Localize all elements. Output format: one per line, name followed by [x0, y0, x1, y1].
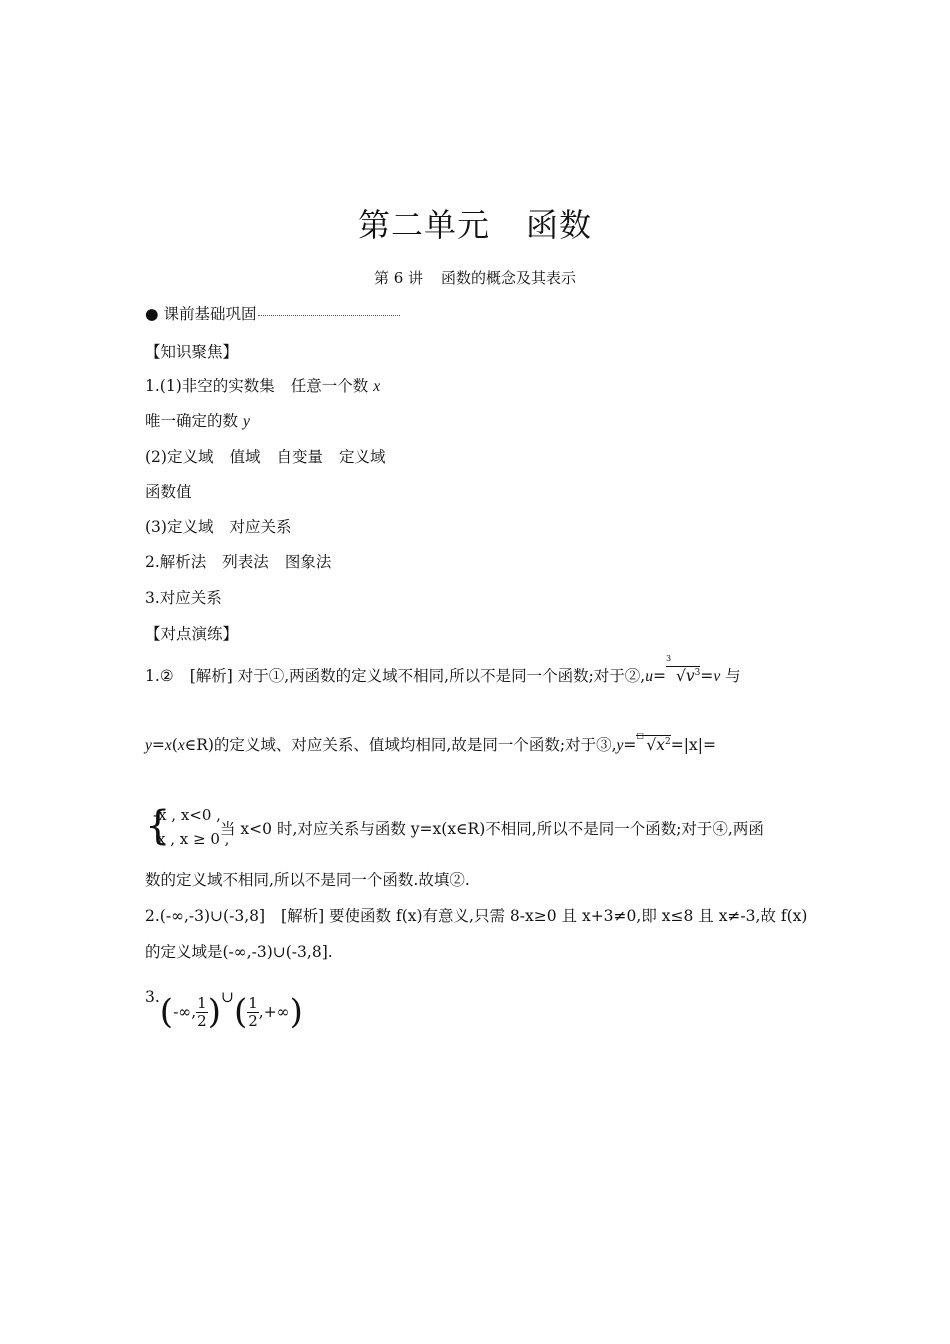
denominator: 2 — [197, 1011, 207, 1030]
piece-row-1: -x , x<0 , — [153, 806, 221, 824]
text-span: (2)定义域 — [145, 448, 214, 466]
text-span: 值域 — [229, 448, 261, 466]
denominator: 2 — [248, 1011, 258, 1030]
piece-row-2: x , x ≥ 0 , — [157, 830, 230, 848]
unit-title — [0, 200, 950, 246]
q1-line-2 — [145, 733, 716, 755]
numerator: 1 — [197, 993, 207, 1012]
variable: v — [685, 667, 695, 685]
variable: u — [645, 668, 653, 685]
lesson-subtitle — [0, 267, 950, 288]
fraction — [247, 995, 259, 1030]
radicand: $√v^3$ — [666, 666, 700, 685]
text-span: [解析] 要使函数 f(x)有意义,只需 8-x≥0 且 x+3≠0,即 x≤8 且 x≠-3,故 f(x) — [281, 907, 808, 925]
text-span: 2.解析法 — [145, 553, 207, 571]
numerator: 1 — [248, 993, 258, 1012]
piecewise-function — [145, 803, 230, 850]
root-index: □ — [636, 731, 644, 740]
text-span: 对应关系 — [229, 518, 292, 536]
root-index: 3 — [665, 654, 672, 663]
knowledge-heading: 【知识聚焦】 — [145, 343, 239, 361]
section-heading — [145, 302, 400, 324]
q1-line-1 — [145, 654, 741, 686]
text-span: [解析] 对于①,两函数的定义域不相同,所以不是同一个函数;对于②, — [189, 667, 646, 685]
text-span: 任意一个数 — [290, 377, 369, 395]
text-span: ( — [171, 736, 178, 754]
right-paren: ) — [289, 992, 303, 1032]
knowledge-line-6 — [145, 550, 331, 572]
answer-label: 3. — [145, 988, 160, 1006]
left-paren: ( — [159, 992, 174, 1032]
section-heading-text: ● 课前基础巩固 — [145, 305, 257, 323]
variable: y — [242, 413, 250, 430]
practice-heading: 【对点演练】 — [145, 625, 239, 643]
text-span: 与 — [720, 667, 741, 685]
lesson-name: 函数的概念及其表示 — [441, 269, 577, 287]
variable: x — [177, 737, 185, 754]
text-span: 自变量 — [276, 448, 323, 466]
answer-label: 2.(-∞,-3)∪(-3,8] — [145, 907, 266, 925]
knowledge-line-4: 函数值 — [145, 483, 192, 501]
knowledge-line-2 — [145, 409, 250, 431]
union-symbol: ∪ — [220, 988, 234, 1006]
variable: v — [713, 668, 721, 685]
text-span: = — [652, 667, 666, 685]
text-span: =|x|= — [670, 736, 716, 754]
radicand: $√x^2$ — [636, 735, 670, 754]
right-paren: ) — [207, 992, 221, 1032]
text-span: -∞, — [173, 1003, 197, 1021]
variable: x — [373, 378, 381, 395]
knowledge-line-1 — [145, 374, 380, 396]
knowledge-line-7: 3.对应关系 — [145, 589, 222, 607]
q3-answer — [145, 988, 303, 1030]
text-span: ∈R)的定义域、对应关系、值域均相同,故是同一个函数;对于③, — [184, 736, 617, 754]
cube-root-expression — [665, 654, 701, 685]
knowledge-line-3 — [145, 445, 386, 467]
exponent: 3 — [694, 667, 701, 678]
answer-label: 1.② — [145, 667, 174, 685]
q2-line-2: 的定义域是(-∞,-3)∪(-3,8]. — [145, 943, 333, 961]
text-span: = — [700, 667, 714, 685]
dotted-leader — [258, 315, 400, 316]
knowledge-line-5 — [145, 515, 291, 537]
text-span: 唯一确定的数 — [145, 412, 239, 430]
text-span: 图象法 — [284, 553, 332, 571]
unit-title-topic: 函数 — [526, 206, 593, 244]
lesson-number: 第 6 讲 — [373, 269, 424, 287]
variable: y — [145, 737, 152, 754]
fraction — [196, 995, 208, 1030]
text-span: = — [151, 736, 165, 754]
exponent: 2 — [665, 736, 671, 747]
variable: x — [164, 737, 172, 754]
square-root-expression — [636, 731, 671, 754]
text-span: ,+∞ — [258, 1003, 290, 1021]
text-span: = — [623, 736, 637, 754]
variable: x — [656, 736, 666, 754]
q2-line-1 — [145, 904, 807, 926]
q1-line-3: 当 x<0 时,对应关系与函数 y=x(x∈R)不相同,所以不是同一个函数;对于④,两函 — [220, 820, 764, 838]
q1-line-4: 数的定义域不相同,所以不是同一个函数.故填②. — [145, 871, 470, 889]
left-brace: { — [145, 803, 171, 849]
text-span: 定义域 — [339, 448, 386, 466]
left-paren: ( — [233, 992, 248, 1032]
text-span: 1.(1)非空的实数集 — [145, 377, 275, 395]
text-span: (3)定义域 — [145, 518, 214, 536]
text-span: 列表法 — [222, 553, 269, 571]
variable: y — [616, 737, 624, 754]
unit-title-text: 第二单元 — [357, 206, 490, 244]
